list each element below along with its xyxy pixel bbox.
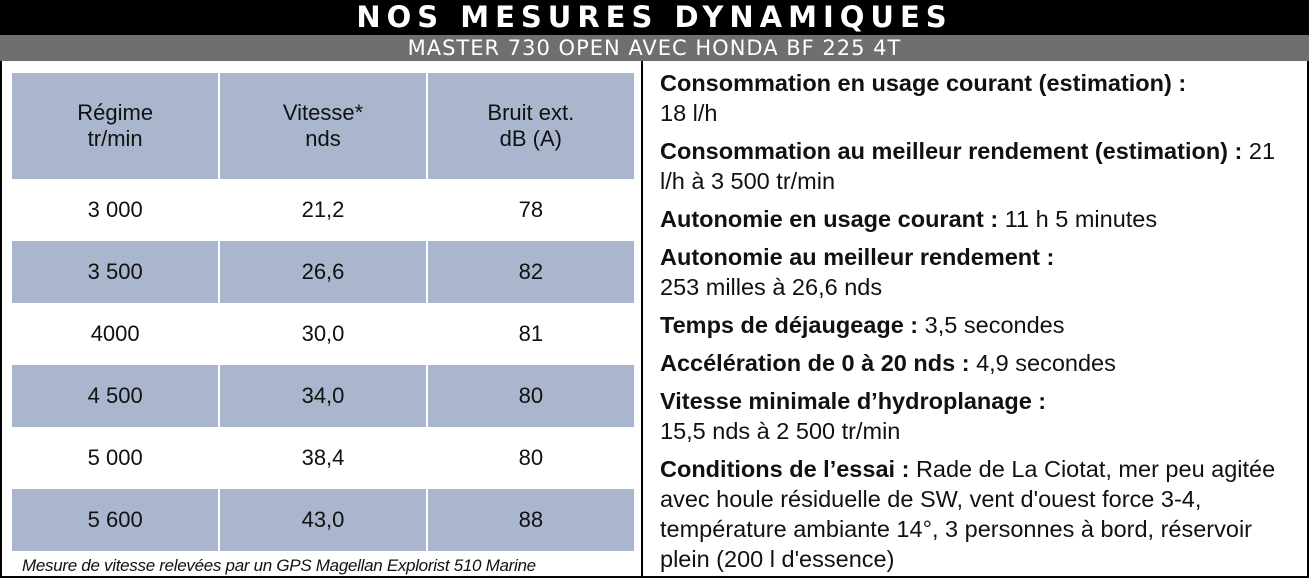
cell-bruit: 81 (518, 321, 544, 346)
spec-value: Rade de La Ciotat, mer peu agitée avec houle résiduelle de SW, vent d'ouest force 3-4, température ambiante 14°, 3 personnes à bord, réservoir plein (200 l d'essence) (660, 456, 1276, 572)
cell-vitesse: 38,4 (219, 427, 426, 489)
spec-label: Vitesse minimale d’hydroplanage : (660, 388, 1047, 414)
spec-list (660, 68, 1300, 582)
cell-vitesse: 43,0 (219, 489, 426, 551)
table-row (12, 489, 634, 551)
spec-label: Accélération de 0 à 20 nds : (660, 350, 970, 376)
spec-item (660, 242, 1300, 302)
cell-vitesse: 26,6 (219, 241, 426, 303)
column-header-unit: tr/min (87, 126, 143, 151)
spec-label: Consommation en usage courant (estimation) : (660, 70, 1187, 96)
cell-bruit: 80 (518, 445, 544, 470)
spec-value: 3,5 secondes (924, 312, 1065, 338)
spec-label: Conditions de l’essai : (660, 456, 910, 482)
cell-regime: 5 000 (12, 427, 219, 489)
column-header-line: Vitesse* (282, 100, 364, 125)
spec-item (660, 454, 1300, 574)
spec-value: 15,5 nds à 2 500 tr/min (660, 418, 901, 444)
column-header-line: Bruit ext. (487, 100, 575, 125)
table-row (12, 241, 634, 303)
spec-label: Autonomie au meilleur rendement : (660, 244, 1055, 270)
cell-regime: 4 500 (12, 365, 219, 427)
cell-vitesse: 34,0 (219, 365, 426, 427)
spec-value: 21 l/h à 3 500 tr/min (660, 138, 1276, 194)
table-row (12, 303, 634, 365)
cell-bruit: 82 (427, 241, 634, 303)
spec-label: Autonomie en usage courant : (660, 206, 999, 232)
cell-bruit: 78 (518, 197, 544, 222)
table-row (12, 365, 634, 427)
table-row (12, 179, 634, 241)
spec-item (660, 348, 1300, 378)
column-header-unit: nds (305, 126, 341, 151)
column-header-bruit (427, 73, 634, 179)
cell-regime: 3 000 (12, 179, 219, 241)
spec-item (660, 310, 1300, 340)
panel-subtitle: MASTER 730 OPEN AVEC HONDA BF 225 4T (0, 35, 1309, 61)
column-divider (641, 61, 643, 578)
measurements-table (12, 73, 634, 551)
spec-value: 253 milles à 26,6 nds (660, 274, 883, 300)
table-header-row (12, 73, 634, 179)
spec-item (660, 68, 1300, 128)
spec-label: Temps de déjaugeage : (660, 312, 919, 338)
spec-item (660, 204, 1300, 234)
column-header-regime (12, 73, 219, 179)
cell-regime: 5 600 (12, 489, 219, 551)
cell-bruit: 80 (427, 365, 634, 427)
cell-regime: 3 500 (12, 241, 219, 303)
measurements-table-wrapper (12, 73, 634, 551)
cell-bruit: 88 (427, 489, 634, 551)
cell-regime: 4000 (12, 303, 219, 365)
spec-item (660, 136, 1300, 196)
table-footnote: Mesure de vitesse relevées par un GPS Magellan Explorist 510 Marine (22, 556, 536, 575)
column-header-unit: dB (A) (499, 126, 562, 151)
panel-title: NOS MESURES DYNAMIQUES (0, 0, 1309, 35)
spec-value: 11 h 5 minutes (1004, 206, 1158, 232)
spec-item (660, 386, 1300, 446)
column-header-vitesse (219, 73, 426, 179)
cell-vitesse: 30,0 (219, 303, 426, 365)
cell-vitesse: 21,2 (219, 179, 426, 241)
spec-value: 18 l/h (660, 100, 718, 126)
spec-value: 4,9 secondes (976, 350, 1116, 376)
column-header-line: Régime (77, 100, 154, 125)
table-row (12, 427, 634, 489)
spec-label: Consommation au meilleur rendement (estimation) : (660, 138, 1243, 164)
